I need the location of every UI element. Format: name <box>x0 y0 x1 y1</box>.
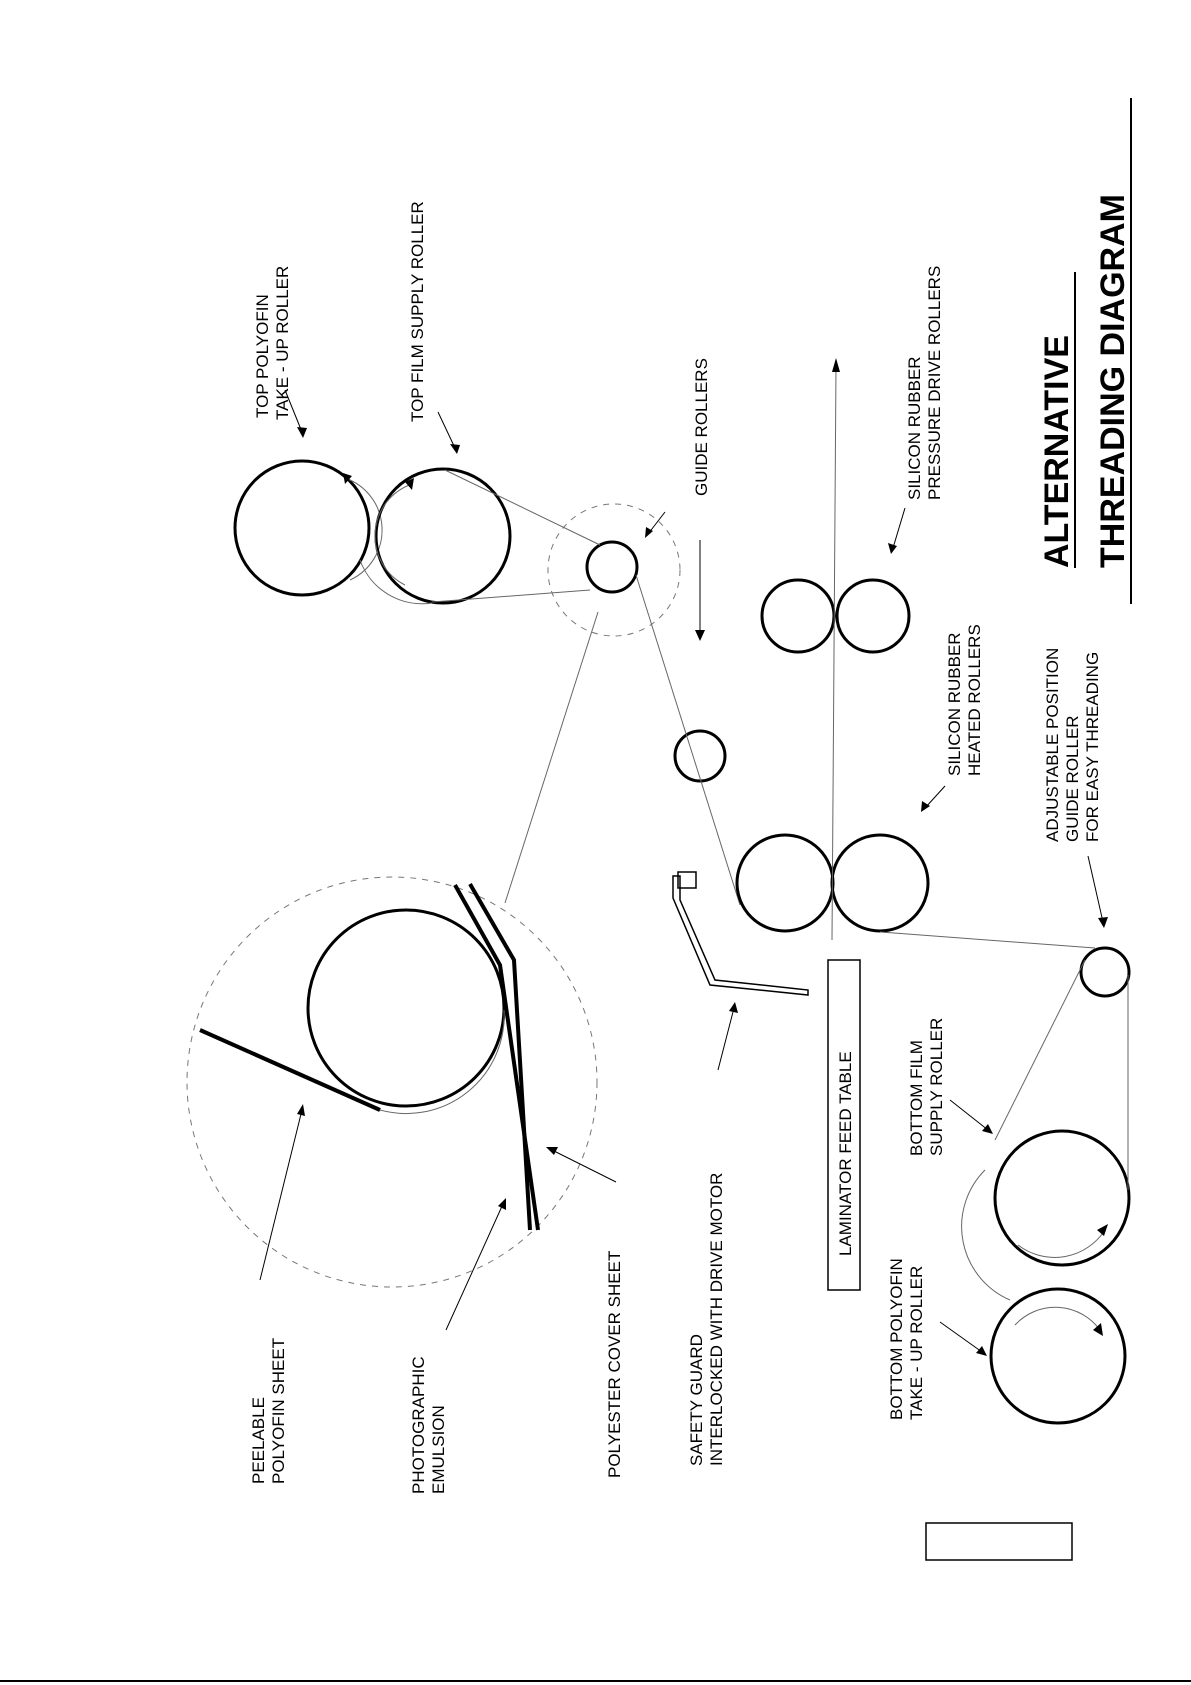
label-peelable-line-1: PEELABLE <box>249 1397 268 1484</box>
label-peelable-line-2: POLYOFIN SHEET <box>269 1337 288 1484</box>
leader-bottom-takeup-arrowhead <box>976 1346 987 1356</box>
leader-emulsion-arrowhead <box>498 1198 506 1210</box>
leader-bottom-takeup <box>940 1322 982 1352</box>
label-pressure-line-1: SILICON RUBBER <box>905 356 924 500</box>
leader-adjustable-arrowhead <box>1098 917 1108 928</box>
title-block <box>1038 98 1132 604</box>
label-adjustable-line-1: ADJUSTABLE POSITION <box>1043 647 1062 842</box>
laminate-output-path <box>832 366 836 940</box>
heated-roller-left <box>737 835 833 931</box>
leader-lines <box>260 390 1108 1356</box>
adjustable-guide-roller <box>1081 948 1129 996</box>
leader-top-takeup-arrowhead <box>297 427 307 438</box>
bottom-supply-rotation-arrow <box>1018 1230 1105 1257</box>
bottom-takeup-arrowhead <box>1093 1323 1103 1336</box>
top-supply-rotation-arrow <box>375 484 412 585</box>
leader-top-supply-arrowhead <box>450 444 460 454</box>
label-bottom-supply-line-1: BOTTOM FILM <box>907 1040 926 1156</box>
film-path-supply-to-takeup <box>962 1170 1010 1300</box>
title-line-1: ALTERNATIVE <box>1038 335 1076 568</box>
pressure-drive-roller-right <box>837 580 909 652</box>
leader-cover-sheet-arrowhead <box>546 1147 558 1155</box>
label-bottom-takeup-line-1: BOTTOM POLYOFIN <box>887 1258 906 1420</box>
label-top-supply: TOP FILM SUPPLY ROLLER <box>408 201 427 422</box>
leader-adjustable <box>1088 856 1103 922</box>
laminate-output-arrowhead <box>832 358 840 372</box>
label-adjustable-line-3: FOR EASY THREADING <box>1083 651 1102 842</box>
film-path-top-2 <box>432 590 590 602</box>
label-pressure-line-2: PRESSURE DRIVE ROLLERS <box>925 265 944 500</box>
leader-bottom-supply-arrowhead <box>982 1124 993 1134</box>
leader-top-supply <box>438 412 455 448</box>
blank-box <box>926 1523 1072 1560</box>
leader-heated <box>925 786 945 808</box>
pressure-drive-roller-left <box>762 580 834 652</box>
safety-guard <box>673 876 808 995</box>
heated-roller-right <box>832 835 928 931</box>
leader-safety-guard <box>718 1008 734 1070</box>
label-heated-line-1: SILICON RUBBER <box>945 632 964 776</box>
guide-roller-top <box>587 542 637 592</box>
labels <box>249 201 1102 1494</box>
label-emulsion-line-1: PHOTOGRAPHIC <box>409 1356 428 1494</box>
bottom-supply-arrowhead <box>1097 1224 1108 1236</box>
label-safety-line-2: INTERLOCKED WITH DRIVE MOTOR <box>707 1172 726 1466</box>
label-bottom-takeup-line-2: TAKE - UP ROLLER <box>907 1265 926 1420</box>
film-path-guide-down <box>636 575 740 905</box>
label-bottom-supply-line-2: SUPPLY ROLLER <box>927 1017 946 1156</box>
leader-peelable-arrowhead <box>297 1104 305 1116</box>
top-supply-roller <box>376 469 510 603</box>
photographic-emulsion-layer <box>470 884 530 1230</box>
label-top-takeup-line-2: TAKE - UP ROLLER <box>273 265 292 420</box>
label-adjustable-line-2: GUIDE ROLLER <box>1063 715 1082 842</box>
label-feed-table: LAMINATOR FEED TABLE <box>836 1051 855 1256</box>
page-bottom-border <box>0 1680 1191 1682</box>
film-path-to-detail <box>505 612 598 903</box>
film-path-heated-to-adjust <box>880 932 1095 948</box>
detail-roller <box>308 910 504 1106</box>
leader-peelable <box>260 1110 302 1280</box>
film-path-adjust-to-supply <box>995 960 1085 1140</box>
leader-bottom-supply <box>950 1100 988 1130</box>
leader-pressure <box>893 508 905 548</box>
top-takeup-roller <box>235 461 369 595</box>
bottom-supply-roller <box>995 1131 1129 1265</box>
label-cover-sheet: POLYESTER COVER SHEET <box>605 1250 624 1478</box>
guide-roller-range <box>548 504 680 636</box>
label-safety-line-1: SAFETY GUARD <box>687 1334 706 1466</box>
title-line-2: THREADING DIAGRAM <box>1094 194 1132 568</box>
guide-roller-lower <box>675 731 725 781</box>
bottom-takeup-rotation-arrow <box>1015 1307 1100 1330</box>
leader-emulsion <box>446 1204 503 1330</box>
leader-guide-rollers-arrowhead <box>695 630 705 641</box>
leader-heated-arrowhead <box>921 801 930 812</box>
leader-safety-guard-arrowhead <box>729 1002 738 1013</box>
peelable-polyofin-sheet <box>200 1030 380 1110</box>
label-heated-line-2: HEATED ROLLERS <box>965 624 984 776</box>
label-emulsion-line-2: EMULSION <box>429 1405 448 1494</box>
leader-pressure-arrowhead <box>888 543 897 554</box>
film-path-top-1 <box>445 470 600 545</box>
bottom-takeup-roller <box>991 1289 1125 1423</box>
label-guide-rollers: GUIDE ROLLERS <box>692 358 711 496</box>
label-top-takeup-line-1: TOP POLYOFIN <box>253 294 272 418</box>
